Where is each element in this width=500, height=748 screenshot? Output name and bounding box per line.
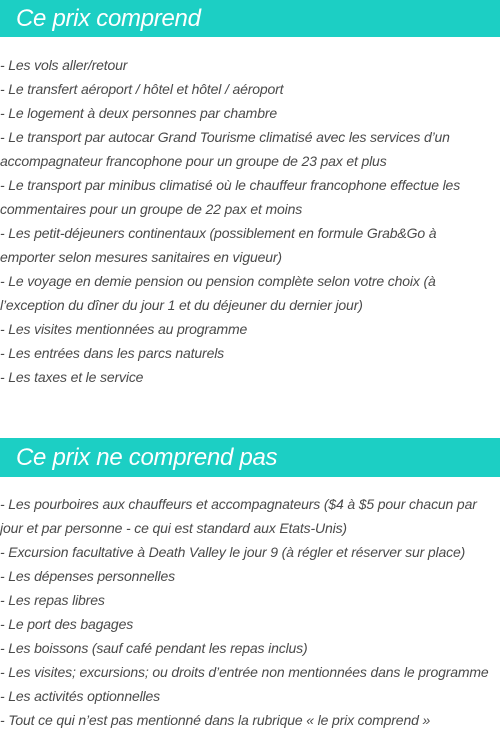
excluded-section-title: Ce prix ne comprend pas [16,444,278,471]
excluded-item-line: - Excursion facultative à Death Valley le jour 9 (à régler et réserver sur place) [0,544,466,560]
included-item-line: - Les taxes et le service [0,369,144,385]
included-items-list [0,53,500,389]
included-item-line: - Les visites mentionnées au programme [0,321,248,337]
excluded-item-line: jour et par personne - ce qui est standard aux Etats-Unis) [0,520,347,536]
included-item-line: - Les petit-déjeuners continentaux (possiblement en formule Grab&Go à [0,225,437,241]
included-item-line: commentaires pour un groupe de 22 pax et moins [0,201,303,217]
included-item-line: - Le transport par minibus climatisé où le chauffeur francophone effectue les [0,177,461,193]
included-section-title: Ce prix comprend [16,5,201,32]
excluded-item-line: - Les visites; excursions; ou droits d’entrée non mentionnées dans le programme [0,664,489,680]
included-item-line: - Le voyage en demie pension ou pension complète selon votre choix (à [0,273,436,289]
excluded-item-line: - Le port des bagages [0,616,134,632]
included-item-line: accompagnateur francophone pour un groupe de 23 pax et plus [0,153,387,169]
excluded-items-list [0,492,500,732]
included-item-line: - Les vols aller/retour [0,57,128,73]
included-item-line: - Le transfert aéroport / hôtel et hôtel / aéroport [0,81,284,97]
excluded-item-line: - Tout ce qui n’est pas mentionné dans la rubrique « le prix comprend » [0,712,431,728]
included-item-line: emporter selon mesures sanitaires en vigueur) [0,249,282,265]
included-item-line: - Les entrées dans les parcs naturels [0,345,225,361]
excluded-item-line: - Les repas libres [0,592,105,608]
included-section-header [0,0,500,37]
excluded-item-line: - Les dépenses personnelles [0,568,175,584]
excluded-item-line: - Les pourboires aux chauffeurs et accompagnateurs ($4 à $5 pour chacun par [0,496,477,512]
excluded-item-line: - Les activités optionnelles [0,688,160,704]
excluded-item-line: - Les boissons (sauf café pendant les repas inclus) [0,640,308,656]
included-item-line: - Le transport par autocar Grand Tourisme climatisé avec les services d’un [0,129,450,145]
included-item-line: - Le logement à deux personnes par chambre [0,105,277,121]
included-item-line: l’exception du dîner du jour 1 et du déjeuner du dernier jour) [0,297,363,313]
excluded-section-header [0,438,500,477]
